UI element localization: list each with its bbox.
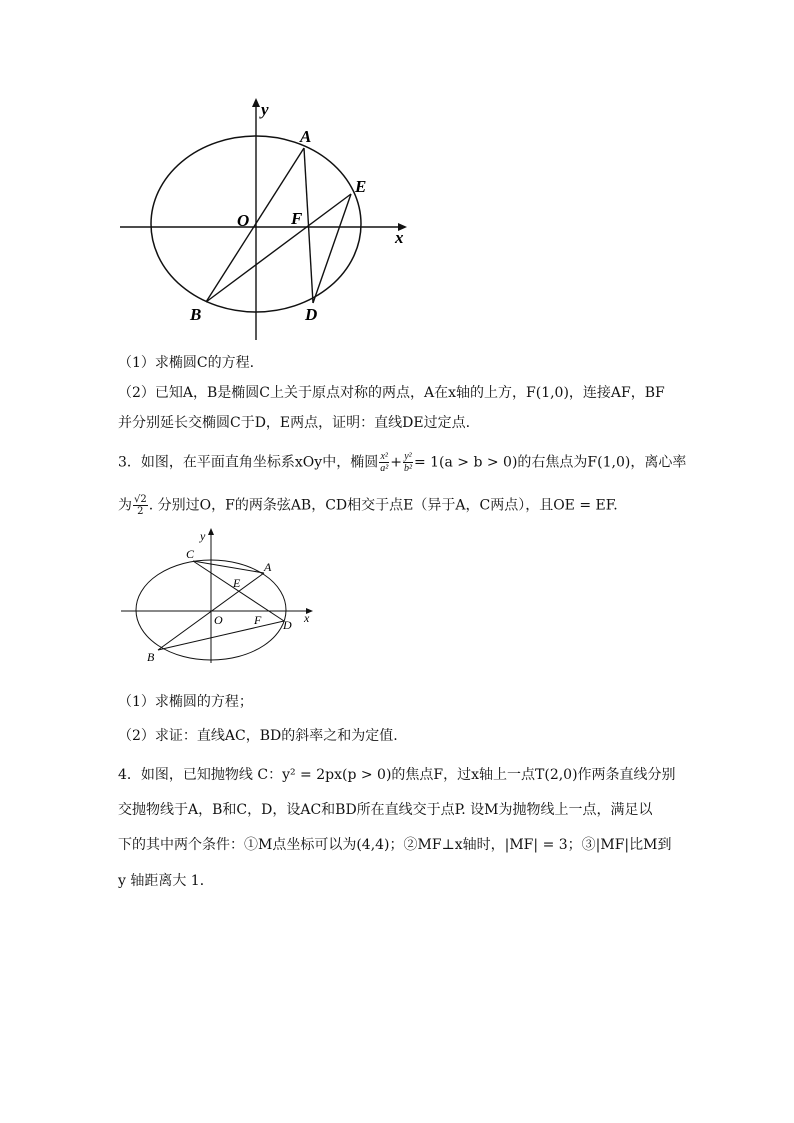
label-e-2: E: [233, 576, 241, 590]
label-c-2: C: [186, 547, 195, 561]
figure-1-ellipse-diagram: [115, 95, 415, 345]
q3a-prefix: 3．如图，在平面直角坐标系xOy中，椭圆: [118, 454, 379, 471]
text-line-p2b: 并分别延长交椭圆C于D，E两点，证明：直线DE过定点.: [118, 415, 471, 431]
label-b: B: [190, 305, 202, 324]
fraction-x2-a2: $\frac{\text{x²}}{\text{a²}}$: [380, 451, 389, 474]
label-e: E: [355, 177, 367, 196]
q3a-plus: +: [390, 454, 402, 471]
text-line-q4d: y 轴距离大 1．: [118, 873, 214, 889]
label-a: A: [300, 127, 312, 146]
chord-de: [313, 194, 351, 303]
fraction-y2-b2: $\frac{\text{y²}}{\text{b²}}$: [403, 451, 412, 474]
y-axis-arrow-2: [208, 528, 214, 535]
q3a-suffix: = 1(a > b > 0)的右焦点为F(1,0)，离心率: [413, 454, 687, 471]
label-a-2: A: [264, 560, 272, 574]
text-line-q4b: 交抛物线于A，B和C，D，设AC和BD所在直线交于点P. 设M为抛物线上一点，满足以: [118, 802, 653, 818]
label-y: y: [261, 100, 269, 119]
label-d: D: [305, 305, 318, 324]
figure-2-ellipse-diagram: [118, 525, 323, 665]
text-line-p1: （1）求椭圆C的方程.: [118, 355, 255, 371]
chord-be: [206, 194, 351, 302]
text-line-q3-1: （1）求椭圆的方程；: [118, 694, 253, 710]
y-axis-arrow: [252, 98, 260, 107]
label-o: O: [237, 211, 250, 230]
label-o-2: O: [214, 613, 223, 627]
chord-ca-2: [193, 561, 264, 573]
text-line-q4a: 4．如图，已知抛物线 C：y² = 2px(p > 0)的焦点F，过x轴上一点T(2,0)作两条直线分别: [118, 767, 676, 783]
label-d-2: D: [283, 618, 292, 632]
text-line-q4c: 下的其中两个条件：①M点坐标可以为(4,4)；②MF⊥x轴时，|MF| = 3；③|MF|比M到: [118, 837, 672, 853]
text-line-p2a: （2）已知A，B是椭圆C上关于原点对称的两点，A在x轴的上方，F(1,0)，连接AF，BF: [118, 385, 665, 401]
text-line-q3a: [118, 451, 686, 474]
q3b-prefix: 为: [118, 497, 132, 514]
label-y-2: y: [200, 529, 206, 543]
label-x-2: x: [304, 611, 310, 625]
label-f: F: [291, 209, 303, 228]
chord-ab: [206, 148, 304, 302]
fraction-sqrt2-2: $\frac{√2}{2}$: [134, 494, 147, 517]
label-b-2: B: [147, 650, 155, 664]
label-x: x: [395, 228, 404, 247]
label-f-2: F: [254, 613, 262, 627]
q3b-suffix: . 分别过O，F的两条弦AB，CD相交于点E（异于A，C两点），且OE = EF.: [148, 497, 618, 514]
text-line-q3b: [118, 494, 618, 517]
text-line-q3-2: （2）求证：直线AC，BD的斜率之和为定值.: [118, 728, 398, 744]
